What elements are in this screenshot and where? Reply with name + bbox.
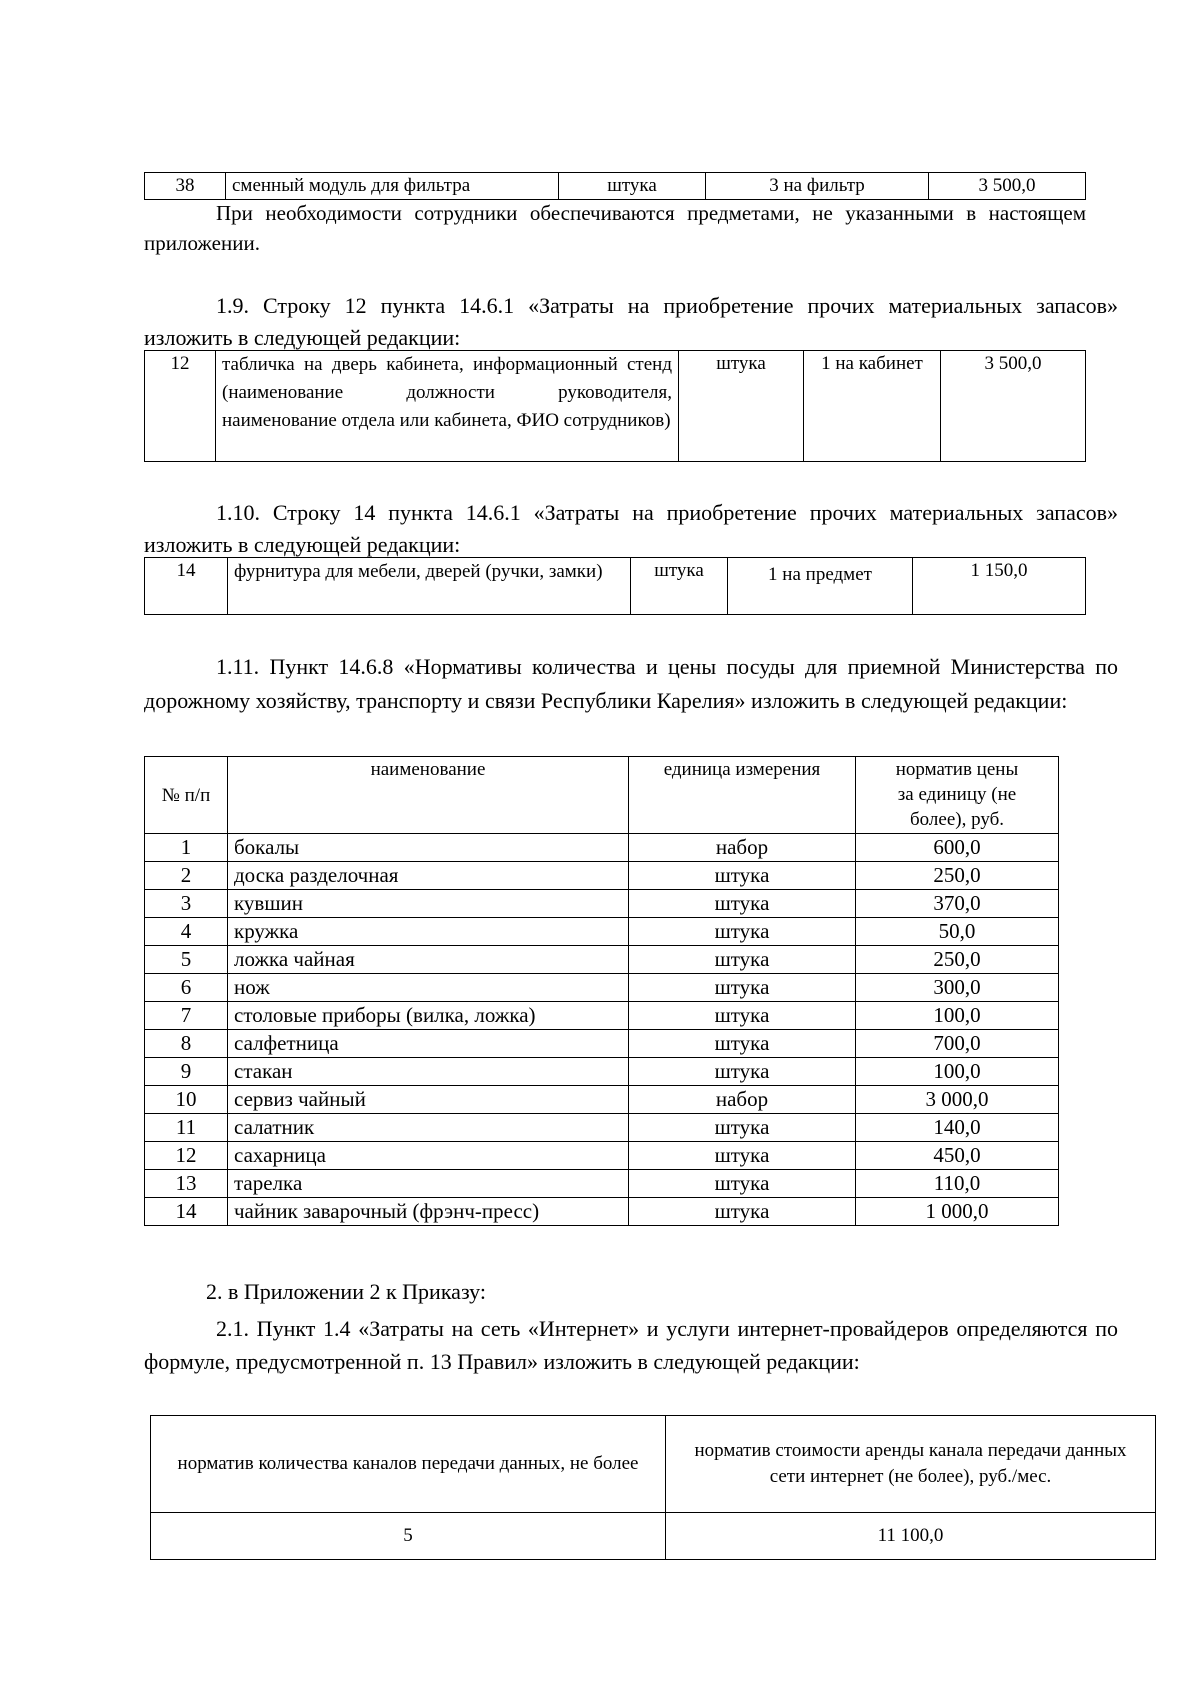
header-unit: единица измерения (629, 757, 856, 834)
heading-2-1: 2.1. Пункт 1.4 «Затраты на сеть «Интернет» и услуги интернет-провайдеров определяются по формуле, предусмотренной п. 13 Правил» изложить в следующей редакции: (144, 1316, 1118, 1374)
dish-num: 3 (145, 890, 228, 918)
dish-name: доска разделочная (228, 862, 629, 890)
dish-num: 7 (145, 1002, 228, 1030)
dish-price: 600,0 (856, 834, 1059, 862)
dish-name: салатник (228, 1114, 629, 1142)
header-cost: норматив стоимости аренды канала передачи данных сети интернет (не более), руб./мес. (666, 1416, 1156, 1513)
heading-1-9: 1.9. Строку 12 пункта 14.6.1 «Затраты на приобретение прочих материальных запасов» изложить в следующей редакции: (144, 293, 1118, 350)
table-row (145, 1170, 1059, 1198)
row38-unit: штука (559, 173, 706, 200)
row38-name: сменный модуль для фильтра (226, 173, 559, 200)
dish-unit: штука (629, 1002, 856, 1030)
dish-num: 4 (145, 918, 228, 946)
heading-1-10: 1.10. Строку 14 пункта 14.6.1 «Затраты на приобретение прочих материальных запасов» изложить в следующей редакции: (144, 500, 1118, 557)
table-row (145, 946, 1059, 974)
row12-name: табличка на дверь кабинета, информационный стенд (наименование должности руководителя, наименование отдела или кабинета, ФИО сотрудников) (216, 351, 679, 462)
heading-2: 2. в Приложении 2 к Приказу: (206, 1279, 486, 1304)
dish-name: нож (228, 974, 629, 1002)
row14-price: 1 150,0 (913, 558, 1086, 615)
dish-num: 14 (145, 1198, 228, 1226)
dish-price: 700,0 (856, 1030, 1059, 1058)
table-row (145, 918, 1059, 946)
dish-name: чайник заварочный (фрэнч-пресс) (228, 1198, 629, 1226)
table-row (145, 974, 1059, 1002)
table-row (145, 1142, 1059, 1170)
table-row (145, 351, 1086, 462)
dish-price: 140,0 (856, 1114, 1059, 1142)
dish-unit: штука (629, 1198, 856, 1226)
dish-num: 12 (145, 1142, 228, 1170)
dish-price: 370,0 (856, 890, 1059, 918)
row12-table (144, 350, 1086, 462)
row14-unit: штука (631, 558, 728, 615)
dish-unit: набор (629, 834, 856, 862)
table-row (145, 1114, 1059, 1142)
value-cost: 11 100,0 (666, 1513, 1156, 1560)
dish-name: салфетница (228, 1030, 629, 1058)
table-row (145, 834, 1059, 862)
dish-name: тарелка (228, 1170, 629, 1198)
row12-norm: 1 на кабинет (804, 351, 941, 462)
table-row (145, 1030, 1059, 1058)
internet-header-row (151, 1416, 1156, 1513)
row12-price: 3 500,0 (941, 351, 1086, 462)
table-row (145, 890, 1059, 918)
table-row (145, 862, 1059, 890)
row12-unit: штука (679, 351, 804, 462)
dish-name: сервиз чайный (228, 1086, 629, 1114)
header-price: норматив цены за единицу (не более), руб. (856, 757, 1059, 834)
dish-num: 13 (145, 1170, 228, 1198)
dish-name: кувшин (228, 890, 629, 918)
row38-norm: 3 на фильтр (706, 173, 929, 200)
row14-name: фурнитура для мебели, дверей (ручки, замки) (228, 558, 631, 615)
dish-price: 250,0 (856, 862, 1059, 890)
dish-unit: штука (629, 1030, 856, 1058)
row38-table (144, 172, 1086, 200)
dish-name: столовые приборы (вилка, ложка) (228, 1002, 629, 1030)
table-row (145, 1002, 1059, 1030)
dishes-table (144, 756, 1059, 1226)
row38-num: 38 (145, 173, 226, 200)
dish-num: 8 (145, 1030, 228, 1058)
table-row (145, 1086, 1059, 1114)
dish-name: стакан (228, 1058, 629, 1086)
dish-num: 10 (145, 1086, 228, 1114)
internet-table (150, 1415, 1156, 1560)
dish-num: 5 (145, 946, 228, 974)
dish-num: 1 (145, 834, 228, 862)
table-row (145, 173, 1086, 200)
dish-unit: штука (629, 862, 856, 890)
row14-norm: 1 на предмет (728, 558, 913, 615)
header-channels: норматив количества каналов передачи данных, не более (151, 1416, 666, 1513)
dish-name: бокалы (228, 834, 629, 862)
dish-unit: штука (629, 890, 856, 918)
dish-price: 100,0 (856, 1058, 1059, 1086)
dish-price: 100,0 (856, 1002, 1059, 1030)
dish-price: 250,0 (856, 946, 1059, 974)
row14-table (144, 557, 1086, 615)
dish-num: 11 (145, 1114, 228, 1142)
dish-unit: штука (629, 1058, 856, 1086)
dish-name: сахарница (228, 1142, 629, 1170)
table-row (145, 1198, 1059, 1226)
dish-unit: штука (629, 1142, 856, 1170)
dish-num: 9 (145, 1058, 228, 1086)
dish-unit: штука (629, 946, 856, 974)
dish-num: 2 (145, 862, 228, 890)
value-channels: 5 (151, 1513, 666, 1560)
dishes-header-row (145, 757, 1059, 834)
table-row (151, 1513, 1156, 1560)
dish-unit: штука (629, 918, 856, 946)
row14-num: 14 (145, 558, 228, 615)
row12-num: 12 (145, 351, 216, 462)
dish-price: 50,0 (856, 918, 1059, 946)
table-row (145, 558, 1086, 615)
heading-1-11: 1.11. Пункт 14.6.8 «Нормативы количества и цены посуды для приемной Министерства по дорожному хозяйству, транспорту и связи Республики Карелия» изложить в следующей редакции: (144, 654, 1118, 713)
row38-price: 3 500,0 (929, 173, 1086, 200)
dish-price: 450,0 (856, 1142, 1059, 1170)
table-row (145, 1058, 1059, 1086)
header-num: № п/п (145, 757, 228, 834)
dish-price: 110,0 (856, 1170, 1059, 1198)
dish-name: кружка (228, 918, 629, 946)
dish-unit: штука (629, 1114, 856, 1142)
dish-unit: штука (629, 1170, 856, 1198)
dish-name: ложка чайная (228, 946, 629, 974)
dish-unit: штука (629, 974, 856, 1002)
dish-price: 3 000,0 (856, 1086, 1059, 1114)
header-name: наименование (228, 757, 629, 834)
dish-price: 1 000,0 (856, 1198, 1059, 1226)
dish-unit: набор (629, 1086, 856, 1114)
note-paragraph: При необходимости сотрудники обеспечиваются предметами, не указанными в настоящем приложении. (144, 201, 1086, 255)
dish-num: 6 (145, 974, 228, 1002)
dish-price: 300,0 (856, 974, 1059, 1002)
